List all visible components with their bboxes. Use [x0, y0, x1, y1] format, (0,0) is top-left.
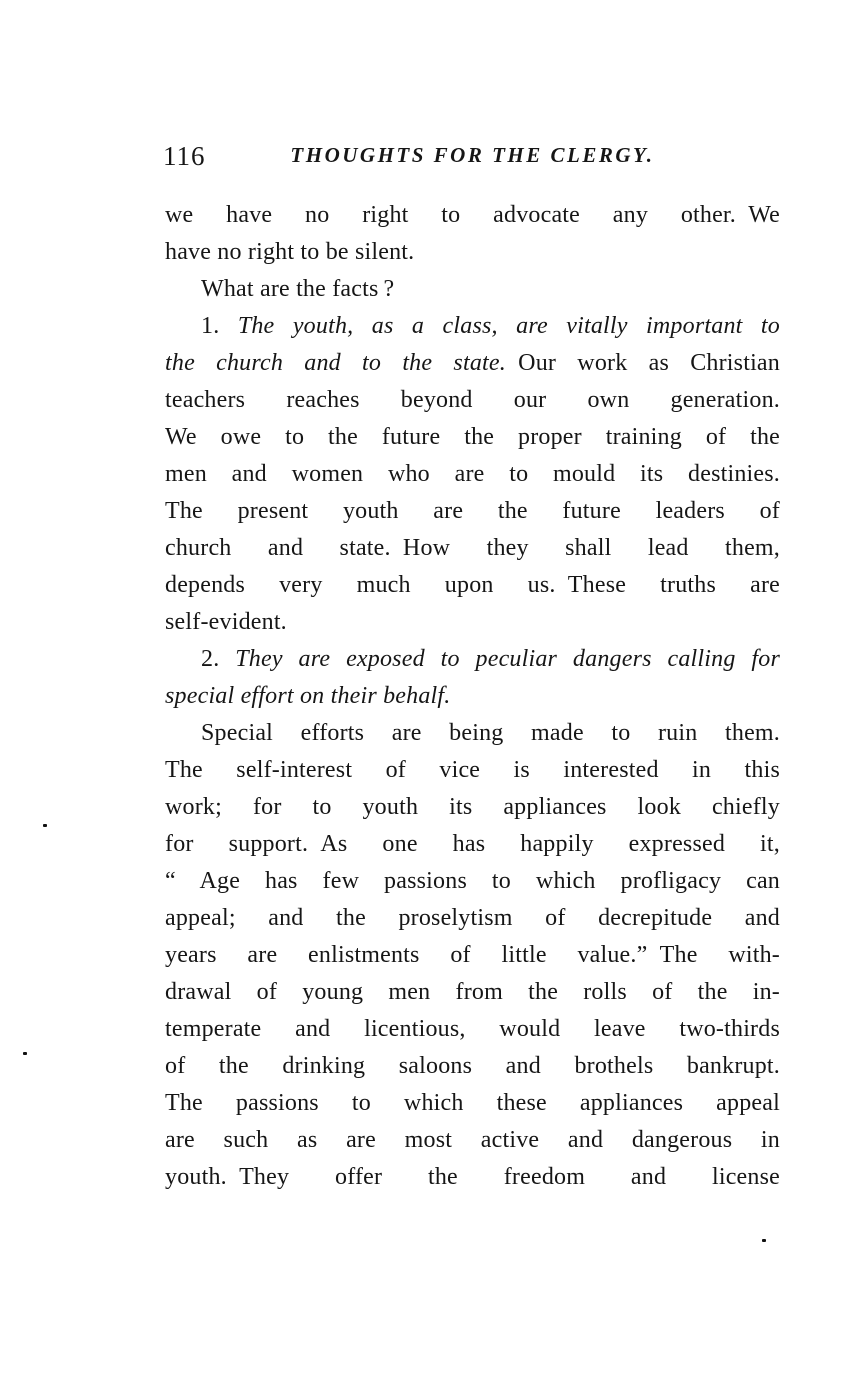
text-block	[165, 197, 780, 1196]
text-line	[165, 826, 780, 863]
text-line	[165, 900, 780, 937]
text-segment: the church and to the state.	[165, 350, 506, 376]
text-segment: 1.	[201, 313, 238, 339]
text-line	[165, 1159, 780, 1196]
text-segment: We owe to the future the proper training of the	[165, 424, 780, 450]
text-line	[165, 530, 780, 567]
text-line	[165, 974, 780, 1011]
text-line	[165, 567, 780, 604]
text-line	[165, 1085, 780, 1122]
text-segment: What are the facts ?	[201, 276, 395, 302]
text-line	[165, 493, 780, 530]
text-line	[165, 1122, 780, 1159]
text-line	[165, 197, 780, 234]
text-line	[165, 715, 780, 752]
text-line	[165, 456, 780, 493]
text-line	[165, 308, 780, 345]
text-segment: for support. As one has happily expressed it,	[165, 831, 780, 857]
text-segment: teachers reaches beyond our own generation.	[165, 387, 780, 413]
text-line	[165, 345, 780, 382]
text-line	[165, 752, 780, 789]
text-segment: depends very much upon us. These truths are	[165, 572, 780, 598]
text-segment: years are enlistments of little value.” The with-	[165, 942, 780, 968]
text-segment: Our work as Christian	[505, 350, 780, 376]
text-line	[165, 937, 780, 974]
running-head: THOUGHTS FOR THE CLERGY.	[290, 143, 655, 167]
text-segment: “ Age has few passions to which profligacy can	[165, 868, 780, 894]
ink-speck	[43, 824, 47, 827]
ink-speck	[23, 1052, 27, 1055]
text-segment: self-evident.	[165, 609, 287, 635]
text-line	[165, 382, 780, 419]
text-line	[165, 789, 780, 826]
text-line	[165, 234, 780, 271]
text-line	[165, 641, 780, 678]
text-segment: temperate and licentious, would leave two-thirds	[165, 1016, 780, 1042]
text-segment: youth. They offer the freedom and license	[165, 1164, 780, 1190]
text-segment: are such as are most active and dangerous in	[165, 1127, 780, 1153]
text-line	[165, 419, 780, 456]
text-segment: special effort on their behalf.	[165, 683, 451, 709]
text-line	[165, 1048, 780, 1085]
text-segment: The passions to which these appliances appeal	[165, 1090, 780, 1116]
text-segment: drawal of young men from the rolls of the in-	[165, 979, 780, 1005]
text-segment: They are exposed to peculiar dangers calling for	[235, 646, 780, 672]
text-line	[165, 604, 780, 641]
text-segment: work; for to youth its appliances look chiefly	[165, 794, 780, 820]
ink-speck	[762, 1239, 766, 1242]
text-segment: The youth, as a class, are vitally important to	[237, 313, 780, 339]
page-number: 116	[163, 141, 206, 171]
text-segment: men and women who are to mould its destinies.	[165, 461, 780, 487]
text-segment: 2.	[201, 646, 236, 672]
text-segment: church and state. How they shall lead them,	[165, 535, 780, 561]
text-segment: have no right to be silent.	[165, 239, 415, 265]
text-line	[165, 1011, 780, 1048]
text-line	[165, 271, 780, 308]
text-segment: The self-interest of vice is interested in this	[165, 757, 780, 783]
text-line	[165, 863, 780, 900]
text-segment: Special efforts are being made to ruin them.	[201, 720, 780, 746]
text-segment: appeal; and the proselytism of decrepitude and	[165, 905, 780, 931]
text-segment: of the drinking saloons and brothels bankrupt.	[165, 1053, 780, 1079]
text-segment: The present youth are the future leaders of	[165, 498, 780, 524]
text-segment: we have no right to advocate any other. We	[165, 202, 780, 228]
text-line	[165, 678, 780, 715]
